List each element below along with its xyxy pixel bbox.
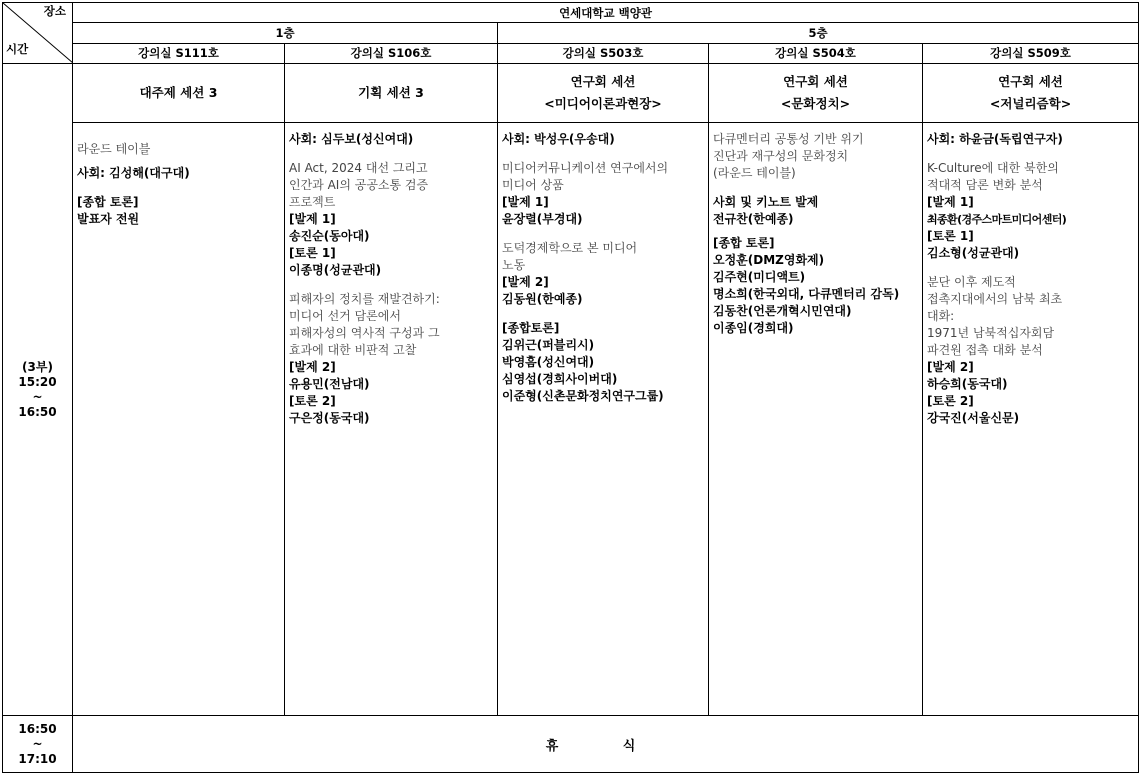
presentation-label: [발제 1] xyxy=(502,195,549,209)
time-slot-break xyxy=(3,716,73,773)
discussant-name: 강국진(서울신문) xyxy=(927,411,1020,425)
session-title-line: 연구회 세션 xyxy=(783,74,848,89)
paper-title-line: 진단과 재구성의 문화정치 xyxy=(713,149,849,163)
paper-title-line: 피해자성의 역사적 구성과 그 xyxy=(289,326,440,340)
schedule-table xyxy=(2,2,1139,773)
discussion-label: [토론 1] xyxy=(289,246,336,260)
discussion-label: [토론 2] xyxy=(927,394,974,408)
discussant-name: 김소형(성균관대) xyxy=(927,246,1020,260)
session-title-2 xyxy=(285,64,498,123)
presenter-name: 윤장렬(부경대) xyxy=(502,212,583,226)
time-slot-start: 15:20 xyxy=(18,374,57,389)
room-header-s503: 강의실 S503호 xyxy=(498,43,709,63)
moderator-text: 사회: 김성해(대구대) xyxy=(77,166,190,180)
break-start: 16:50 xyxy=(18,721,57,736)
discussion-label: [종합 토론] xyxy=(77,195,139,209)
paper-title-line: 다큐멘터리 공통성 기반 위기 xyxy=(713,132,864,146)
presentation-label: [발제 2] xyxy=(502,275,549,289)
place-label: 장소 xyxy=(43,4,66,18)
room-header-s504: 강의실 S504호 xyxy=(709,43,923,63)
time-slot-end: 16:50 xyxy=(18,404,57,419)
break-sep: ~ xyxy=(32,736,43,751)
paper-title-line: 접촉지대에서의 남북 최초 xyxy=(927,292,1063,306)
discussant-name: 박영흠(성신여대) xyxy=(502,355,595,369)
presenter-name: 김동원(한예종) xyxy=(502,292,583,306)
venue-header: 연세대학교 백양관 xyxy=(73,3,1139,23)
paper-title-line: 미디어 선거 담론에서 xyxy=(289,309,401,323)
presenter-name: 하승희(동국대) xyxy=(927,377,1008,391)
session-subtitle-line: <저널리즘학> xyxy=(989,96,1072,111)
time-slot-part: (3부) xyxy=(22,359,53,374)
discussion-label: [종합토론] xyxy=(502,321,560,335)
discussant-name: 이준형(신촌문화정치연구그룹) xyxy=(502,389,664,403)
moderator-text: 사회: 심두보(성신여대) xyxy=(289,132,414,146)
paper-title-line: 노동 xyxy=(502,258,526,272)
session-title-line: 대주제 세션 3 xyxy=(139,85,218,100)
floor-1-header: 1층 xyxy=(73,23,498,43)
session-title-1 xyxy=(73,64,285,123)
session-title-line: 기획 세션 3 xyxy=(358,85,424,100)
discussant-name: 오정훈(DMZ영화제) xyxy=(713,253,825,267)
paper-title-line: AI Act, 2024 대선 그리고 xyxy=(289,161,428,175)
presentation-label: [발제 2] xyxy=(927,360,974,374)
paper-title-line: 분단 이후 제도적 xyxy=(927,275,1016,289)
discussion-names: 발표자 전원 xyxy=(77,212,140,226)
corner-header-cell xyxy=(3,3,73,64)
room-header-s106: 강의실 S106호 xyxy=(285,43,498,63)
paper-title-line: 대화: xyxy=(927,309,955,323)
discussant-name: 구은정(동국대) xyxy=(289,411,370,425)
keynote-label: 사회 및 키노트 발제 xyxy=(713,195,819,209)
room-header-s111: 강의실 S111호 xyxy=(73,43,285,63)
discussant-name: 김동찬(언론개혁시민연대) xyxy=(713,304,852,318)
discussant-name: 명소희(한국외대, 다큐멘터리 감독) xyxy=(713,287,900,301)
time-slot-sep: ~ xyxy=(32,389,43,404)
session-content-4 xyxy=(709,123,923,716)
paper-title-line: 파견원 접촉 대화 분석 xyxy=(927,343,1043,357)
paper-title-line: (라운드 테이블) xyxy=(713,166,796,180)
break-label: 휴 식 xyxy=(73,716,1139,773)
moderator-text: 사회: 박성우(우송대) xyxy=(502,132,615,146)
discussant-name: 심영섭(경희사이버대) xyxy=(502,372,618,386)
time-slot-3 xyxy=(3,64,73,716)
discussion-label: [토론 2] xyxy=(289,394,336,408)
paper-title-line: 1971년 남북적십자회담 xyxy=(927,326,1055,340)
room-header-s509: 강의실 S509호 xyxy=(923,43,1139,63)
paper-title-line: 적대적 담론 변화 분석 xyxy=(927,178,1043,192)
floor-5-header: 5층 xyxy=(498,23,1139,43)
paper-title-line: 인간과 AI의 공공소통 검증 xyxy=(289,178,429,192)
session-title-4 xyxy=(709,64,923,123)
paper-title-line: 도덕경제학으로 본 미디어 xyxy=(502,241,638,255)
keynote-name: 전규찬(한예종) xyxy=(713,212,794,226)
time-label: 시간 xyxy=(6,42,29,56)
paper-title-line: 미디어커뮤니케이션 연구에서의 xyxy=(502,161,669,175)
session-content-3 xyxy=(498,123,709,716)
session-content-5 xyxy=(923,123,1139,716)
session-title-line: 연구회 세션 xyxy=(570,74,636,89)
paper-title-line: K-Culture에 대한 북한의 xyxy=(927,161,1059,175)
paper-title-line: 프로젝트 xyxy=(289,195,336,209)
discussion-label: [토론 1] xyxy=(927,229,974,243)
paper-title-line: 피해자의 정치를 재발견하기: xyxy=(289,292,440,306)
session-subtitle-line: <문화정치> xyxy=(780,96,851,111)
break-end: 17:10 xyxy=(18,751,57,766)
discussant-name: 김주현(미디액트) xyxy=(713,270,806,284)
presenter-name: 최종환(경주스마트미디어센터) xyxy=(927,213,1067,226)
discussant-name: 이종임(경희대) xyxy=(713,321,794,335)
presentation-label: [발제 1] xyxy=(927,195,974,209)
discussion-label: [종합 토론] xyxy=(713,236,775,250)
session-content-2 xyxy=(285,123,498,716)
moderator-text: 사회: 하윤금(독립연구자) xyxy=(927,132,1063,146)
session-subtitle-line: <미디어이론과현장> xyxy=(544,96,662,111)
session-content-1 xyxy=(73,123,285,716)
presentation-label: [발제 2] xyxy=(289,360,336,374)
format-text: 라운드 테이블 xyxy=(77,142,151,156)
paper-title-line: 효과에 대한 비판적 고찰 xyxy=(289,343,417,357)
session-title-line: 연구회 세션 xyxy=(998,74,1063,89)
presenter-name: 유용민(전남대) xyxy=(289,377,370,391)
discussant-name: 김위근(퍼블리시) xyxy=(502,338,595,352)
presentation-label: [발제 1] xyxy=(289,212,336,226)
discussant-name: 이종명(성균관대) xyxy=(289,263,382,277)
presenter-name: 송진순(동아대) xyxy=(289,229,370,243)
paper-title-line: 미디어 상품 xyxy=(502,178,564,192)
session-title-3 xyxy=(498,64,709,123)
session-title-5 xyxy=(923,64,1139,123)
